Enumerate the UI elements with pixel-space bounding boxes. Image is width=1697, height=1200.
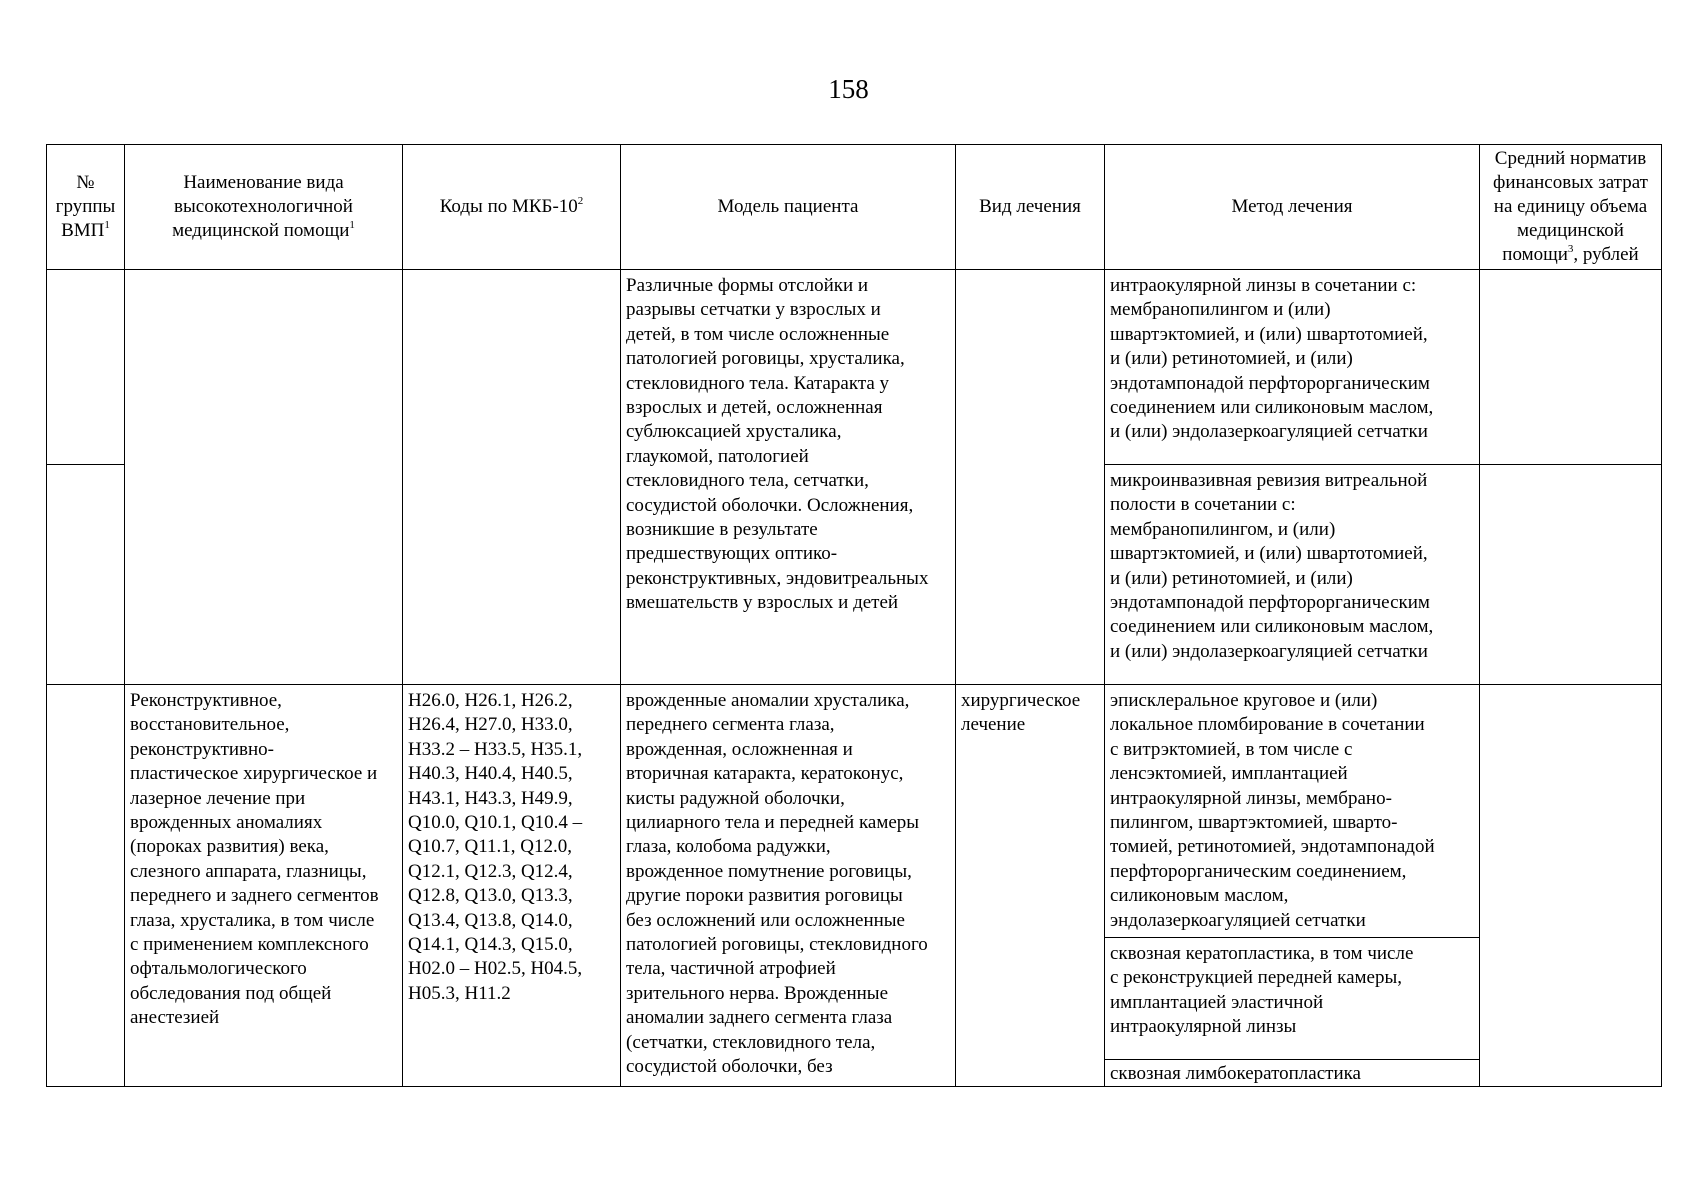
group-number-cell (47, 270, 125, 465)
treatment-method-cell: сквозная кератопластика, в том числе с реконструкцией передней камеры, имплантацией эластичной интраокулярной линзы (1105, 938, 1480, 1060)
cost-standard-cell (1480, 465, 1662, 685)
treatment-method-cell: интраокулярной линзы в сочетании с: мембранопилингом и (или) швартэктомией, и (или) швартотомией, и (или) ретинотомией, и (или) эндотампонадой перфторорганическим соединением или силиконовым маслом, и (или) эндолазеркоагуляцией сетчатки (1105, 270, 1480, 465)
table-row (47, 270, 1662, 465)
header-treatment-type: Вид лечения (956, 145, 1105, 270)
treatment-method-cell: сквозная лимбокератопластика (1105, 1060, 1480, 1087)
treatment-method-cell: микроинвазивная ревизия витреальной полости в сочетании с: мембранопилингом, и (или) швартэктомией, и (или) швартотомией, и (или) ретинотомией, и (или) эндотампонадой перфторорганическим соединением или силиконовым маслом, и (или) эндолазеркоагуляцией сетчатки (1105, 465, 1480, 685)
treatment-type-cell (956, 270, 1105, 685)
icd-codes-cell: H26.0, H26.1, H26.2, H26.4, H27.0, H33.0, H33.2 – H33.5, H35.1, H40.3, H40.4, H40.5, H43.1, H43.3, H49.9, Q10.0, Q10.1, Q10.4 – Q10.7, Q11.1, Q12.0, Q12.1, Q12.3, Q12.4, Q12.8, Q13.0, Q13.3, Q13.4, Q13.8, Q14.0, Q14.1, Q14.3, Q15.0, H02.0 – H02.5, H04.5, H05.3, H11.2 (403, 685, 621, 1087)
header-treatment-method: Метод лечения (1105, 145, 1480, 270)
medical-care-table (46, 144, 1662, 1087)
header-care-type-name: Наименование вида высокотехнологичной медицинской помощи$^1$ (125, 145, 403, 270)
treatment-method-cell: эписклеральное круговое и (или) локальное пломбирование в сочетании с витрэктомией, в том числе с ленсэктомией, имплантацией интраокулярной линзы, мембрано- пилингом, швартэктомией, шварто- томией, ретинотомией, эндотампонадой перфторорганическим соединением, силиконовым маслом, эндолазеркоагуляцией сетчатки (1105, 685, 1480, 938)
treatment-type-cell: хирургическое лечение (956, 685, 1105, 1087)
header-cost-standard: Средний норматив финансовых затрат на единицу объема медицинской помощи$^3$, рублей (1480, 145, 1662, 270)
group-number-cell (47, 685, 125, 1087)
patient-model-cell: Различные формы отслойки и разрывы сетчатки у взрослых и детей, в том числе осложненные патологией роговицы, хрусталика, стекловидного тела. Катаракта у взрослых и детей, осложненная сублюксацией хрусталика, глаукомой, патологией стекловидного тела, сетчатки, сосудистой оболочки. Осложнения, возникшие в результате предшествующих оптико- реконструктивных, эндовитреальных вмешательств у взрослых и детей (621, 270, 956, 685)
header-patient-model: Модель пациента (621, 145, 956, 270)
care-type-name-cell (125, 270, 403, 685)
cost-standard-cell (1480, 270, 1662, 465)
header-row (47, 145, 1662, 270)
cost-standard-cell (1480, 685, 1662, 1087)
care-type-name-cell: Реконструктивное, восстановительное, реконструктивно- пластическое хирургическое и лазерное лечение при врожденных аномалиях (пороках развития) века, слезного аппарата, глазницы, переднего и заднего сегментов глаза, хрусталика, в том числе с применением комплексного офтальмологического обследования под общей анестезией (125, 685, 403, 1087)
table-row (47, 685, 1662, 938)
page-number: 158 (828, 74, 869, 104)
group-number-cell (47, 465, 125, 685)
icd-codes-cell (403, 270, 621, 685)
patient-model-cell: врожденные аномалии хрусталика, переднего сегмента глаза, врожденная, осложненная и вторичная катаракта, кератоконус, кисты радужной оболочки, цилиарного тела и передней камеры глаза, колобома радужки, врожденное помутнение роговицы, другие пороки развития роговицы без осложнений или осложненные патологией роговицы, стекловидного тела, частичной атрофией зрительного нерва. Врожденные аномалии заднего сегмента глаза (сетчатки, стекловидного тела, сосудистой оболочки, без (621, 685, 956, 1087)
header-group-number: № группы ВМП$^1$ (47, 145, 125, 270)
header-icd-codes: Коды по МКБ-$10^2$ (403, 145, 621, 270)
